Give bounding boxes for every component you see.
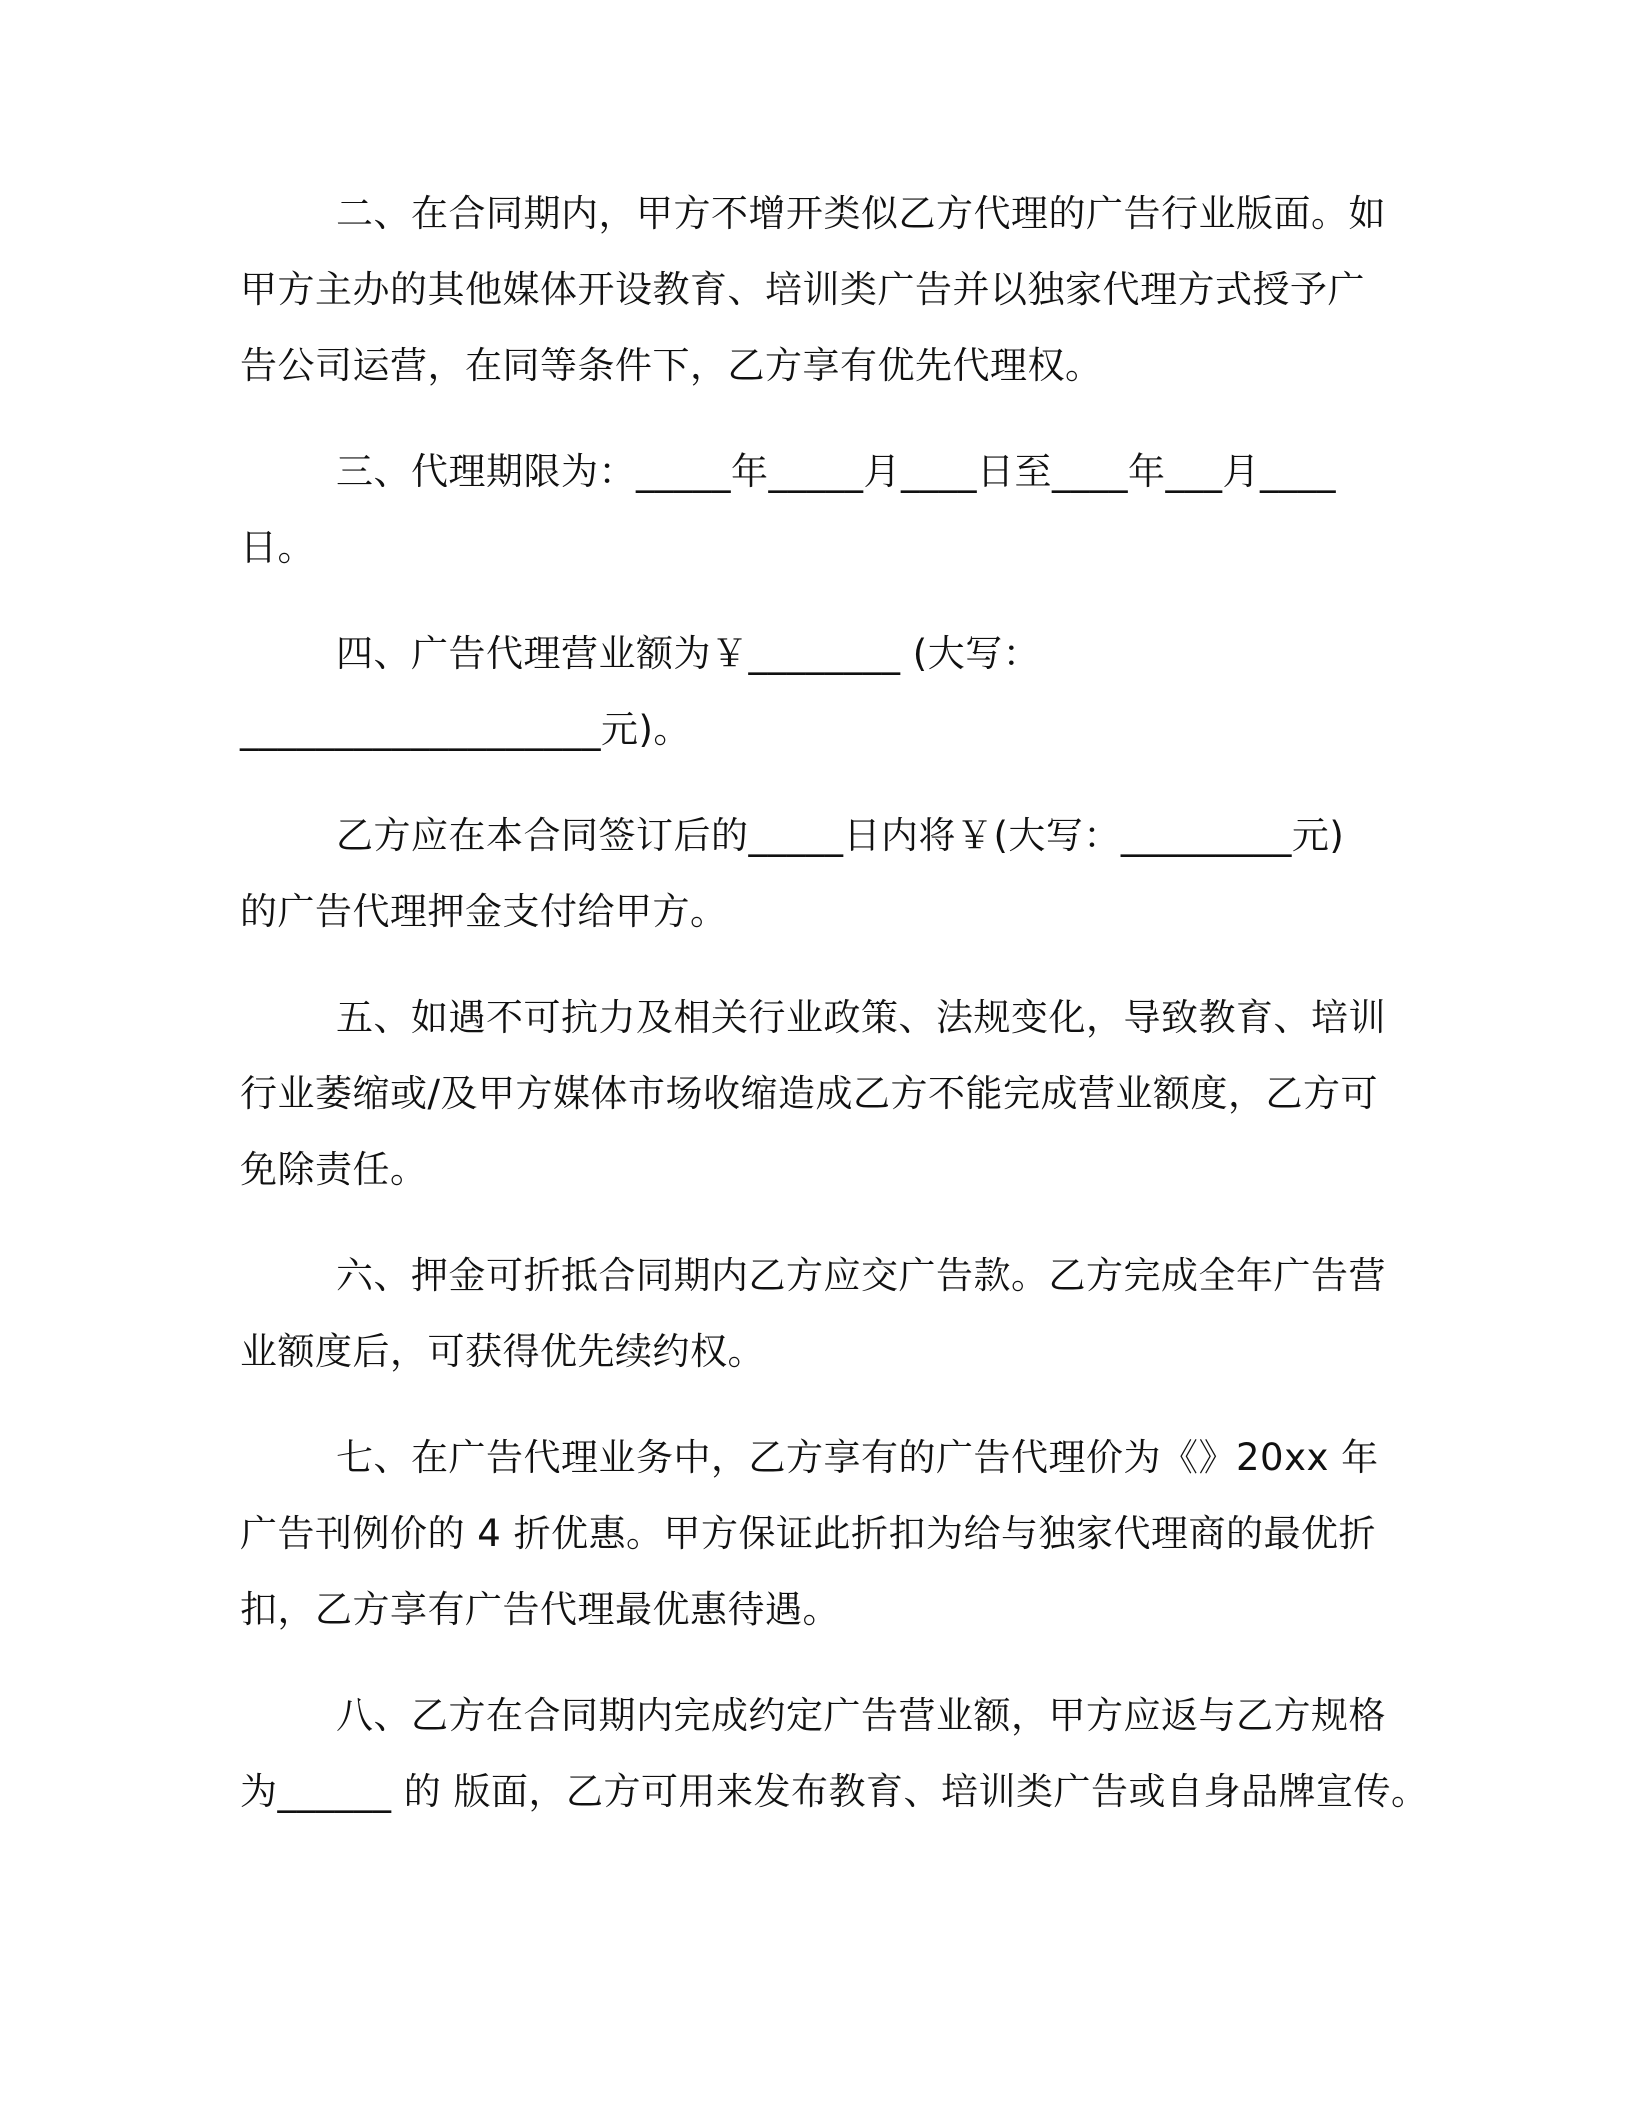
clause-7-line-1: 七、在广告代理业务中，乙方享有的广告代理价为《》20xx 年 [336,1436,1379,1479]
clause-3-line-2: 日。 [240,526,315,569]
clause-2-line-1: 二、在合同期内，甲方不增开类似乙方代理的广告行业版面。如 [336,192,1386,235]
clause-5-line-1: 五、如遇不可抗力及相关行业政策、法规变化，导致教育、培训 [336,996,1386,1039]
clause-8-line-2: 为______ 的 版面，乙方可用来发布教育、培训类广告或自身品牌宣传。 [240,1770,1429,1813]
clause-7-line-3: 扣，乙方享有广告代理最优惠待遇。 [240,1588,840,1631]
clause-6-line-1: 六、押金可折抵合同期内乙方应交广告款。乙方完成全年广告营 [336,1254,1386,1297]
clause-8-line-1: 八、乙方在合同期内完成约定广告营业额，甲方应返与乙方规格 [336,1694,1386,1737]
clause-5-line-3: 免除责任。 [240,1148,428,1191]
clause-4-line-2: ___________________元)。 [240,708,691,751]
clause-6-line-2: 业额度后，可获得优先续约权。 [240,1330,765,1373]
clause-4b-line-1: 乙方应在本合同签订后的_____日内将￥(大写：_________元) [336,814,1345,857]
clause-4b-line-2: 的广告代理押金支付给甲方。 [240,890,728,933]
clause-5-line-2: 行业萎缩或/及甲方媒体市场收缩造成乙方不能完成营业额度，乙方可 [240,1072,1378,1115]
clause-2-line-2: 甲方主办的其他媒体开设教育、培训类广告并以独家代理方式授予广 [240,268,1365,311]
clause-2-line-3: 告公司运营，在同等条件下，乙方享有优先代理权。 [240,344,1103,387]
clause-3-line-1: 三、代理期限为：_____年_____月____日至____年___月____ [336,450,1336,493]
clause-7-line-2: 广告刊例价的 4 折优惠。甲方保证此折扣为给与独家代理商的最优折 [240,1512,1377,1555]
clause-4-line-1: 四、广告代理营业额为￥________ (大写： [336,632,1041,675]
